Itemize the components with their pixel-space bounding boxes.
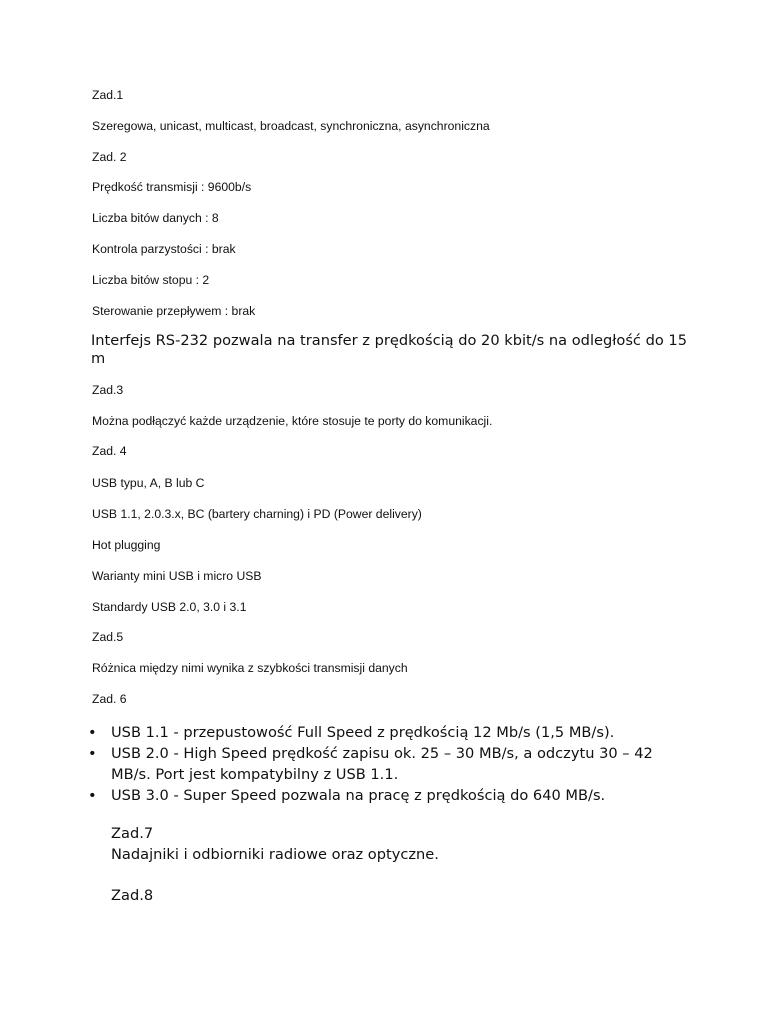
answer-line-hot-plugging: Hot plugging xyxy=(92,538,161,552)
heading-zad-2: Zad. 2 xyxy=(92,150,127,164)
heading-zad-1: Zad.1 xyxy=(92,88,124,102)
answer-line-usb-types: USB typu, A, B lub C xyxy=(92,476,205,490)
answer-line-baud-rate: Prędkość transmisji : 9600b/s xyxy=(92,180,252,194)
answer-line-data-bits: Liczba bitów danych : 8 xyxy=(92,211,219,225)
list-item-text: USB 3.0 - Super Speed pozwala na pracę z prędkością do 640 MB/s. xyxy=(111,787,606,804)
heading-zad-5: Zad.5 xyxy=(92,630,124,644)
list-item-text: USB 2.0 - High Speed prędkość zapisu ok. 25 – 30 MB/s, a odczytu 30 – 42 MB/s. Port jest kompatybilny z USB 1.1. xyxy=(111,745,653,783)
answer-line-usb-versions: USB 1.1, 2.0.3.x, BC (bartery charning) i PD (Power delivery) xyxy=(92,507,422,521)
answer-line-stop-bits: Liczba bitów stopu : 2 xyxy=(92,273,210,287)
answer-line-parity: Kontrola parzystości : brak xyxy=(92,242,236,256)
heading-zad-3: Zad.3 xyxy=(92,383,124,397)
heading-zad-8: Zad.8 xyxy=(111,887,154,904)
heading-zad-4: Zad. 4 xyxy=(92,444,127,458)
bullet-icon: • xyxy=(88,787,97,804)
answer-line-flow-control: Sterowanie przepływem : brak xyxy=(92,304,256,318)
answer-line-usb-standards: Standardy USB 2.0, 3.0 i 3.1 xyxy=(92,600,247,614)
answer-line-transmission-types: Szeregowa, unicast, multicast, broadcast, synchroniczna, asynchroniczna xyxy=(92,119,490,133)
list-item xyxy=(86,785,686,806)
list-item xyxy=(86,722,686,743)
list-item-text: USB 1.1 - przepustowość Full Speed z prędkością 12 Mb/s (1,5 MB/s). xyxy=(111,724,615,741)
answer-line-difference: Różnica między nimi wynika z szybkości transmisji danych xyxy=(92,661,408,675)
bullet-icon: • xyxy=(88,724,97,741)
heading-zad-6: Zad. 6 xyxy=(92,692,127,706)
rs232-paragraph: Interfejs RS-232 pozwala na transfer z prędkością do 20 kbit/s na odległość do 15 m xyxy=(91,332,687,367)
answer-line-devices: Można podłączyć każde urządzenie, które stosuje te porty do komunikacji. xyxy=(92,414,493,428)
answer-line-transceivers: Nadajniki i odbiorniki radiowe oraz optyczne. xyxy=(111,846,439,863)
answer-line-usb-variants: Warianty mini USB i micro USB xyxy=(92,569,262,583)
list-item xyxy=(86,743,686,785)
usb-speed-list xyxy=(86,722,686,806)
heading-zad-7: Zad.7 xyxy=(111,825,154,842)
bullet-icon: • xyxy=(88,745,97,762)
